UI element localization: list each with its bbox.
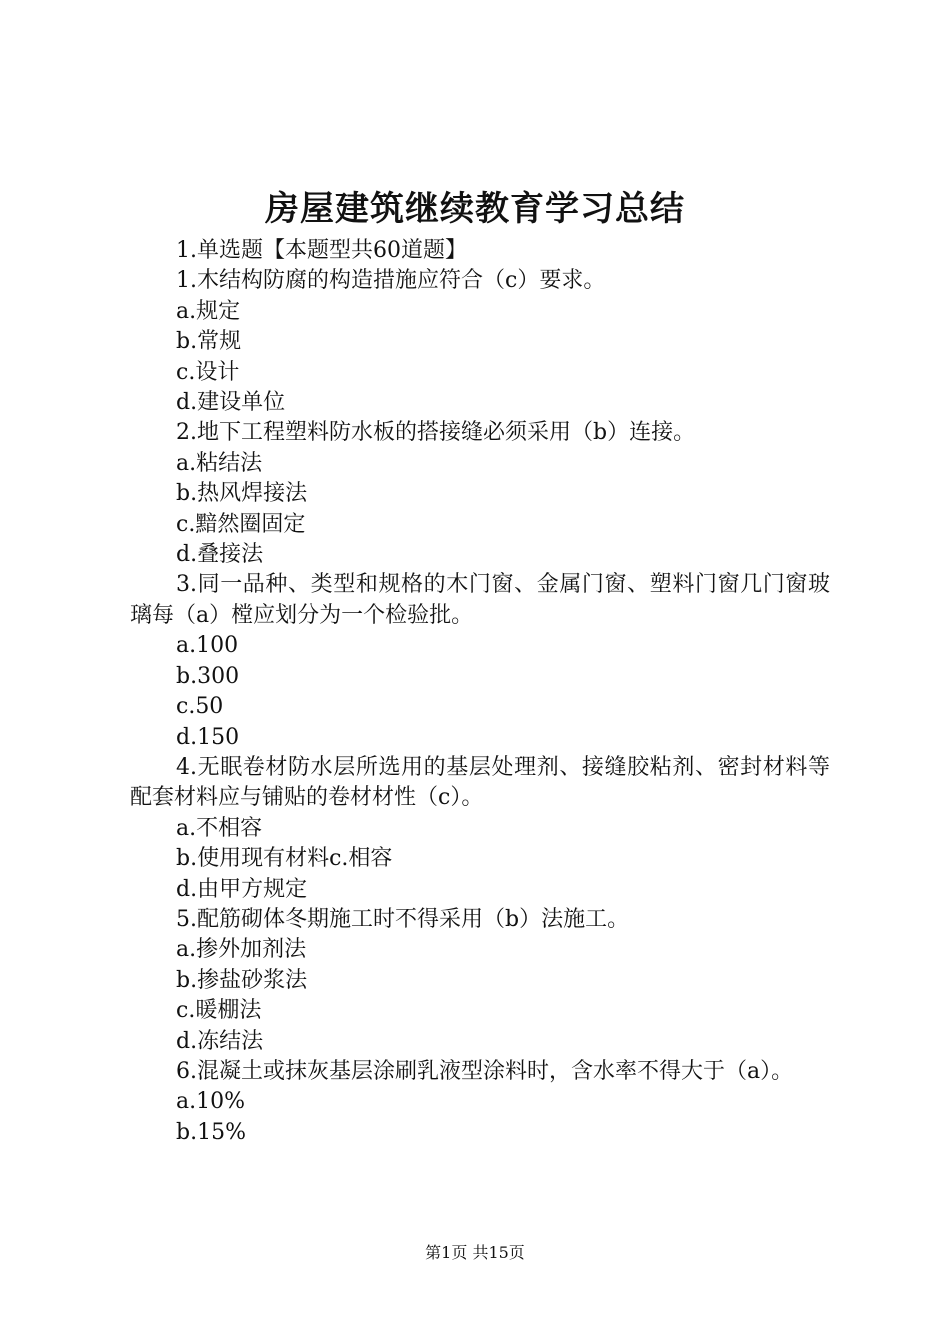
option-5b: b.掺盐砂浆法 [176, 967, 308, 993]
document-body [130, 236, 830, 1148]
option-2a: a.粘结法 [176, 450, 263, 476]
question-5: 5.配筋砌体冬期施工时不得采用（b）法施工。 [176, 906, 630, 932]
page-footer: 第1页 共15页 [425, 1243, 525, 1262]
option-1b: b.常规 [176, 329, 242, 355]
option-2d: d.叠接法 [176, 542, 264, 568]
option-3a: a.100 [176, 633, 239, 659]
document-title: 房屋建筑继续教育学习总结 [265, 189, 685, 229]
option-5a: a.掺外加剂法 [176, 937, 307, 963]
option-1c: c.设计 [176, 359, 240, 385]
option-6b: b.15% [176, 1119, 246, 1145]
question-2: 2.地下工程塑料防水板的搭接缝必须采用（b）连接。 [176, 420, 696, 446]
option-5c: c.暖棚法 [176, 998, 262, 1024]
option-2c: c.黯然圈固定 [176, 511, 306, 537]
question-4: 4.无眠卷材防水层所选用的基层处理剂、接缝胶粘剂、密封材料等配套材料应与铺贴的卷材材性（c）。 [130, 754, 830, 811]
option-3d: d.150 [176, 724, 240, 750]
option-1a: a.规定 [176, 298, 241, 324]
section-heading: 1.单选题【本题型共60道题】 [176, 238, 467, 263]
option-4a: a.不相容 [176, 815, 263, 841]
option-6a: a.10% [176, 1089, 246, 1115]
option-3c: c.50 [176, 694, 224, 720]
question-6: 6.混凝土或抹灰基层涂刷乳液型涂料时，含水率不得大于（a）。 [176, 1058, 794, 1084]
question-3: 3.同一品种、类型和规格的木门窗、金属门窗、塑料门窗几门窗玻璃每（a）樘应划分为一个检验批。 [130, 572, 830, 628]
option-1d: d.建设单位 [176, 390, 286, 416]
option-3b: b.300 [176, 663, 240, 689]
option-5d: d.冻结法 [176, 1028, 264, 1054]
option-4bc: b.使用现有材料c.相容 [176, 846, 393, 872]
question-1: 1.木结构防腐的构造措施应符合（c）要求。 [176, 268, 606, 294]
option-4d: d.由甲方规定 [176, 876, 308, 902]
option-2b: b.热风焊接法 [176, 481, 308, 507]
